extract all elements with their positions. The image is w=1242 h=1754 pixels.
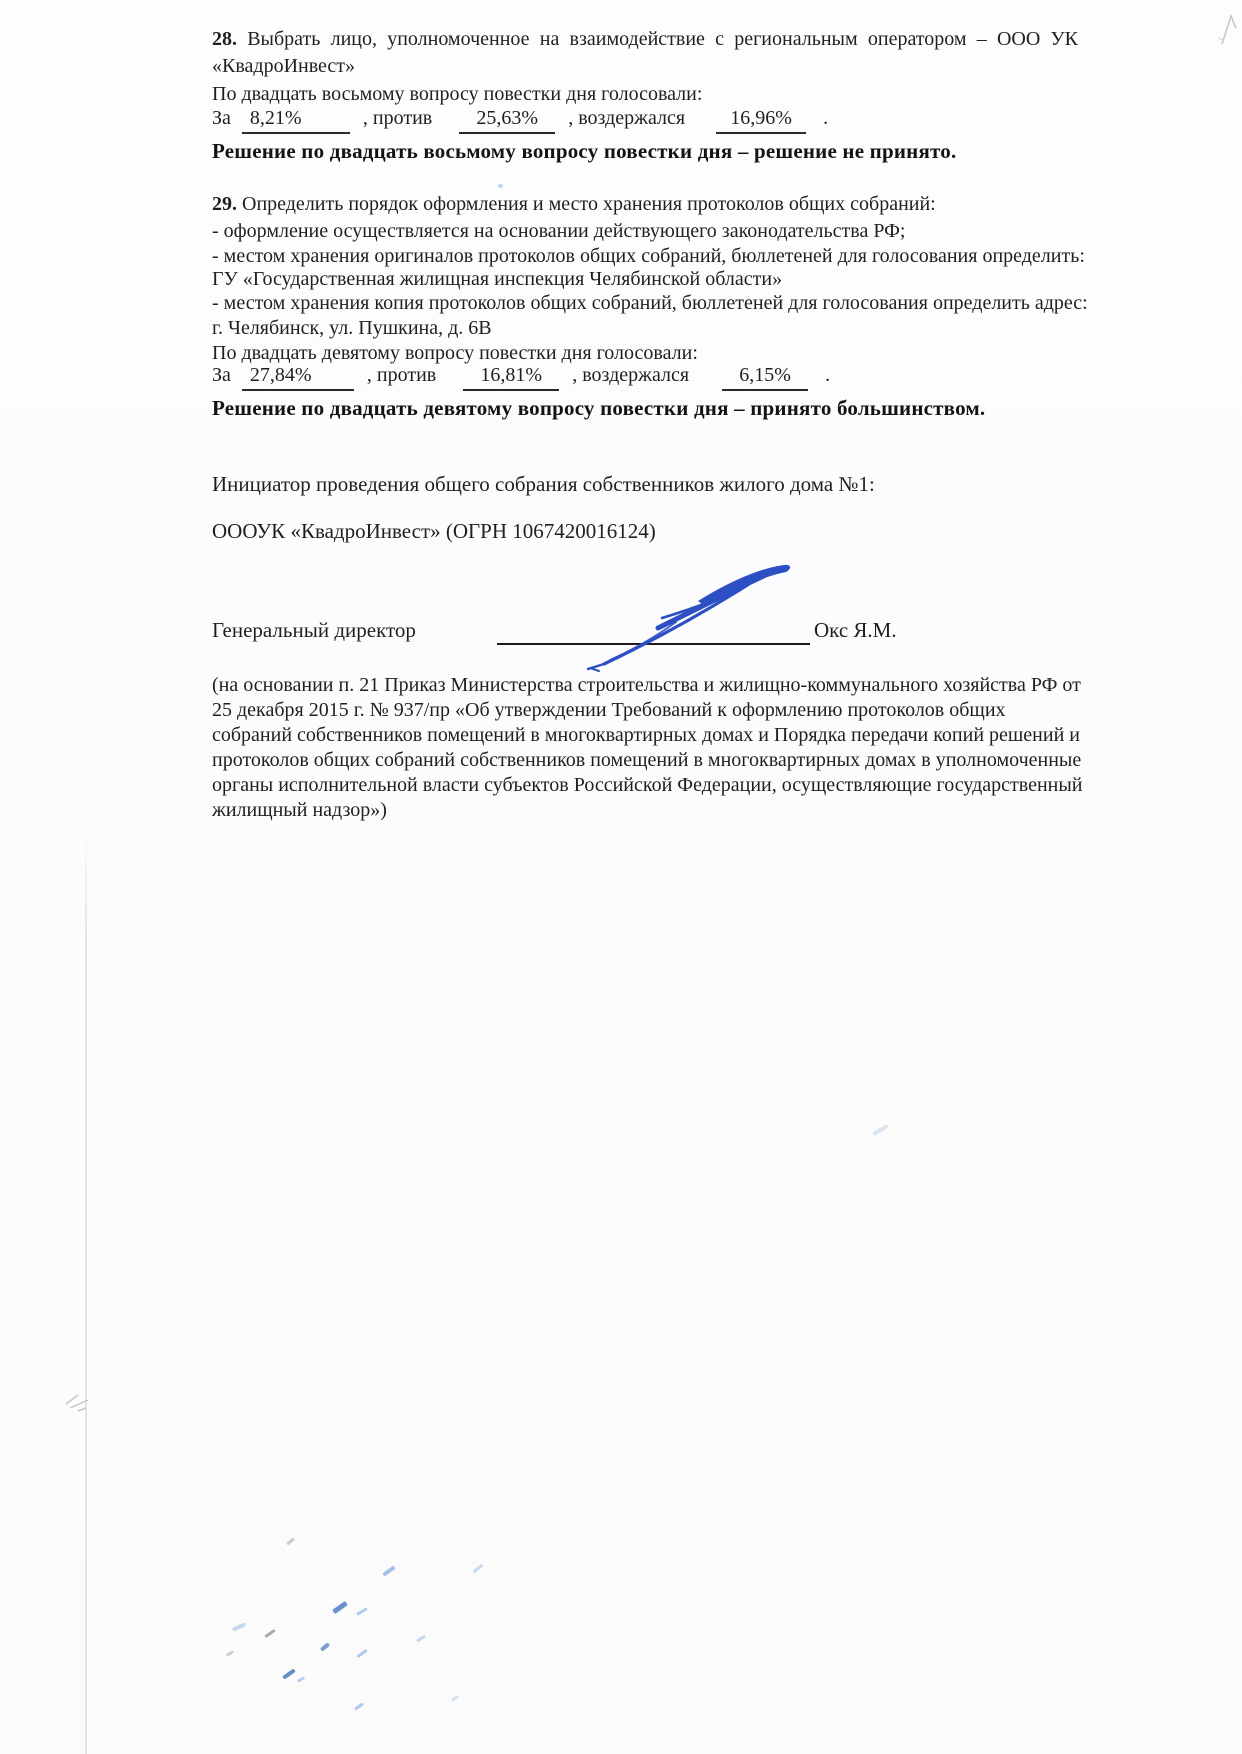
vote-28-results bbox=[212, 107, 828, 134]
ink-speck bbox=[264, 1629, 276, 1638]
signature-name: Окс Я.М. bbox=[814, 618, 897, 642]
item-28-number: 28. bbox=[212, 28, 237, 50]
ink-speck bbox=[356, 1607, 368, 1616]
item-29-storage-org: ГУ «Государственная жилищная инспекция Челябинской области» bbox=[212, 268, 783, 290]
vote-29-results bbox=[212, 364, 830, 391]
signature-role-label: Генеральный директор bbox=[212, 618, 416, 642]
vote-28-protiv-value: 25,63% bbox=[459, 107, 555, 134]
ink-speck bbox=[332, 1601, 348, 1614]
item-29-number: 29. bbox=[212, 193, 237, 215]
ink-speck bbox=[498, 184, 503, 188]
vote-29-za-value: 27,84% bbox=[242, 364, 354, 391]
vote-28-vozd-value: 16,96% bbox=[716, 107, 806, 134]
item-29-bullet-1: - оформление осуществляется на основании действующего законодательства РФ; bbox=[212, 220, 906, 242]
vote-28-header: По двадцать восьмому вопросу повестки дня голосовали: bbox=[212, 83, 703, 105]
ink-speck bbox=[354, 1702, 364, 1710]
scan-line-artifact bbox=[85, 828, 87, 1754]
ink-speck bbox=[320, 1642, 330, 1651]
item-28-text: Выбрать лицо, уполномоченное на взаимодействие с региональным оператором – ООО УК «КвадроИнвест» bbox=[212, 28, 1078, 77]
vote-29-period: . bbox=[825, 364, 831, 386]
initiator-line: Инициатор проведения общего собрания собственников жилого дома №1: bbox=[212, 472, 875, 496]
vote-29-vozd-value: 6,15% bbox=[722, 364, 808, 391]
vote-28-period: . bbox=[823, 107, 829, 129]
ink-speck bbox=[297, 1676, 305, 1683]
company-line: ОООУК «КвадроИнвест» (ОГРН 1067420016124) bbox=[212, 519, 656, 543]
vote-29-vozd-label: , воздержался bbox=[572, 364, 690, 386]
vote-28-protiv-label: , против bbox=[362, 107, 433, 129]
ink-speck bbox=[472, 1564, 483, 1574]
pencil-mark-bottom-left bbox=[60, 1388, 104, 1418]
item-29-intro-text: Определить порядок оформления и место хранения протоколов общих собраний: bbox=[242, 193, 936, 215]
ink-speck bbox=[872, 1124, 889, 1136]
vote-28-za-label: За bbox=[212, 107, 231, 129]
ink-speck bbox=[286, 1537, 295, 1545]
vote-28-vozd-label: , воздержался bbox=[568, 107, 686, 129]
ink-speck bbox=[226, 1650, 234, 1657]
ink-speck bbox=[282, 1668, 296, 1679]
signature-ink-stroke bbox=[570, 550, 810, 680]
vote-29-header: По двадцать девятому вопросу повестки дня голосовали: bbox=[212, 342, 698, 364]
item-29-address: г. Челябинск, ул. Пушкина, д. 6В bbox=[212, 317, 492, 339]
decision-29: Решение по двадцать девятому вопросу повестки дня – принято большинством. bbox=[212, 396, 986, 420]
vote-29-protiv-label: , против bbox=[366, 364, 437, 386]
vote-29-za-label: За bbox=[212, 364, 231, 386]
legal-note: (на основании п. 21 Приказ Министерства строительства и жилищно-коммунального хозяйства РФ от 25 декабря 2015 г. № 937/пр «Об утверждении Требований к оформлению протоколов общих собраний собственников помещений в многоквартирных домах и Порядка передачи копий решений и протоколов общих собраний собственников помещений в многоквартирных домах в уполномоченные органы исполнительной власти субъектов Российской Федерации, осуществляющие государственный жилищный надзор») bbox=[212, 674, 1083, 821]
ink-speck bbox=[416, 1635, 426, 1643]
item-29-bullet-2: - местом хранения оригиналов протоколов общих собраний, бюллетеней для голосования определить: bbox=[212, 245, 1085, 267]
item-29-intro bbox=[212, 192, 936, 217]
ink-speck bbox=[356, 1649, 368, 1658]
pencil-mark-top-right bbox=[1210, 8, 1242, 52]
decision-28: Решение по двадцать восьмому вопросу повестки дня – решение не принято. bbox=[212, 139, 957, 163]
ink-speck bbox=[451, 1695, 459, 1702]
vote-28-za-value: 8,21% bbox=[242, 107, 350, 134]
vote-29-protiv-value: 16,81% bbox=[463, 364, 559, 391]
item-29-bullet-3: - местом хранения копия протоколов общих собраний, бюллетеней для голосования определить адрес: bbox=[212, 292, 1088, 314]
item-28-paragraph bbox=[212, 26, 1078, 80]
ink-speck bbox=[232, 1622, 246, 1632]
ink-speck bbox=[382, 1565, 396, 1576]
